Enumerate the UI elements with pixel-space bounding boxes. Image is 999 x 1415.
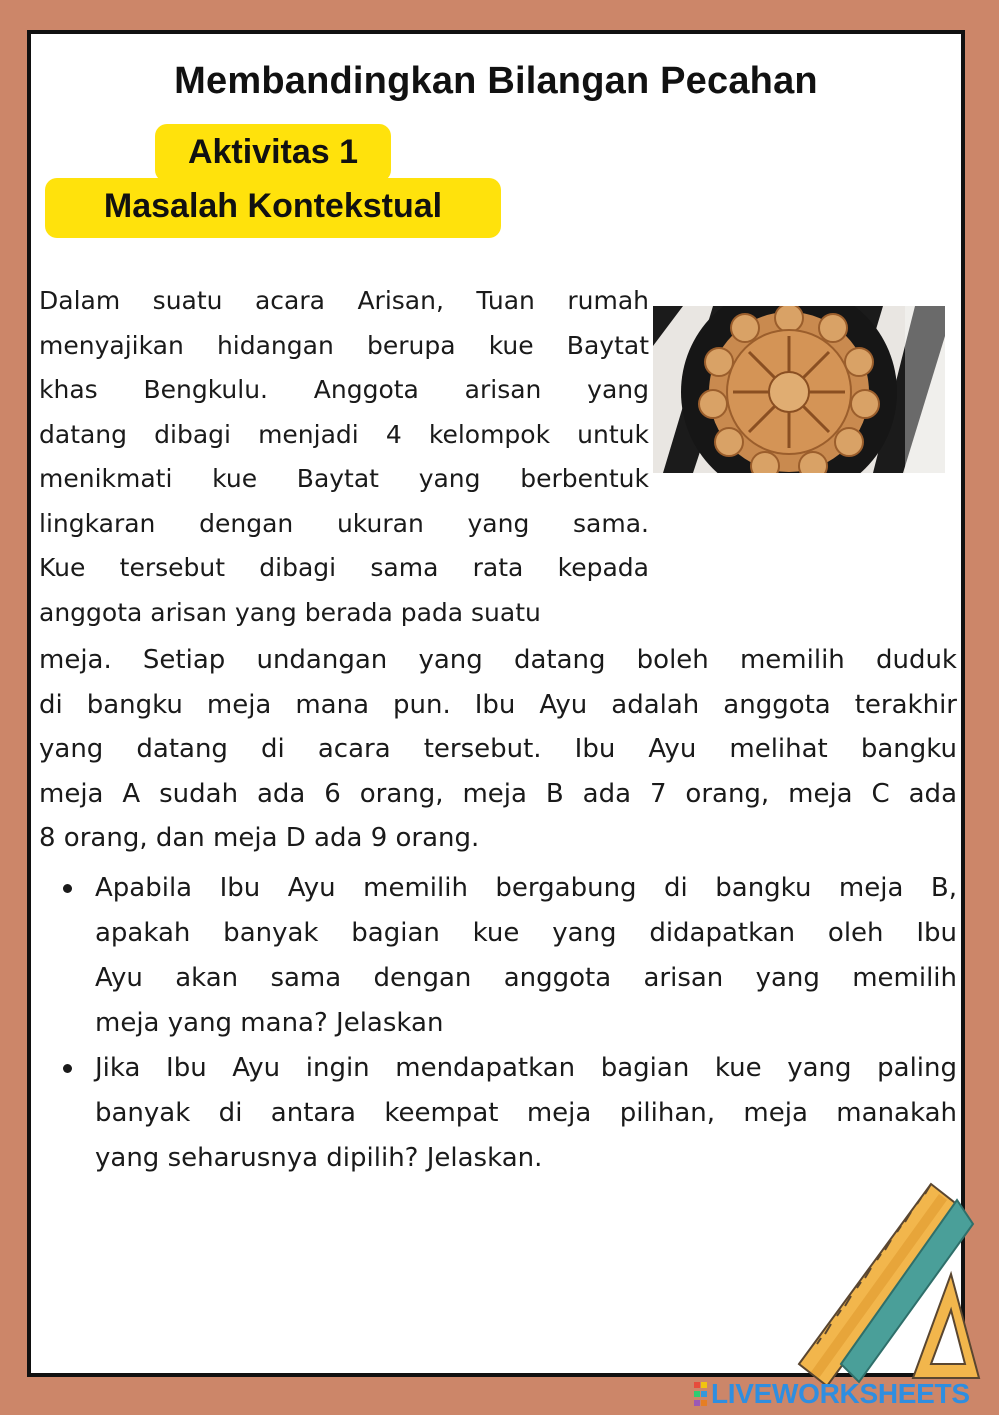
- logo-text: LIVEWORKSHEETS: [711, 1378, 970, 1409]
- question-line: Ayu akan sama dengan anggota arisan yang memilih: [95, 963, 957, 993]
- intro-line: Dalam suatu acara Arisan, Tuan rumah: [39, 286, 649, 315]
- question-item: [39, 1046, 957, 1181]
- question-item: [39, 866, 957, 1046]
- activity-badge: Aktivitas 1: [155, 124, 391, 182]
- subtitle-badge: Masalah Kontekstual: [45, 178, 501, 238]
- question-line: apakah banyak bagian kue yang didapatkan oleh Ibu: [95, 918, 957, 948]
- intro-line: lingkaran dengan ukuran yang sama.: [39, 508, 649, 538]
- bullet-dot-icon: [63, 1064, 72, 1073]
- intro-line: datang dibagi menjadi 4 kelompok untuk: [39, 419, 649, 449]
- paragraph-line: 8 orang, dan meja D ada 9 orang.: [39, 823, 480, 853]
- page-title: Membandingkan Bilangan Pecahan: [174, 60, 818, 102]
- paragraph-line: di bangku meja mana pun. Ibu Ayu adalah anggota terakhir: [39, 689, 957, 720]
- liveworksheets-logo: [694, 1378, 970, 1410]
- worksheet-page: [27, 30, 965, 1377]
- intro-line: menyajikan hidangan berupa kue Baytat: [39, 330, 649, 360]
- intro-line: khas Bengkulu. Anggota arisan yang: [39, 375, 649, 404]
- question-line: yang seharusnya dipilih? Jelaskan.: [95, 1143, 543, 1173]
- question-line: Apabila Ibu Ayu memilih bergabung di bangku meja B,: [95, 873, 957, 903]
- intro-line: menikmati kue Baytat yang berbentuk: [39, 464, 649, 493]
- question-line: Jika Ibu Ayu ingin mendapatkan bagian kue yang paling: [95, 1053, 957, 1083]
- question-list: [39, 866, 957, 1181]
- ruler-triangle-icon: [781, 1164, 981, 1384]
- question-line: meja yang mana? Jelaskan: [95, 1008, 444, 1038]
- intro-line: anggota arisan yang berada pada suatu: [39, 597, 541, 627]
- intro-line: Kue tersebut dibagi sama rata kepada: [39, 553, 649, 582]
- paragraph-line: meja A sudah ada 6 orang, meja B ada 7 orang, meja C ada: [39, 778, 957, 809]
- continued-paragraph: [39, 638, 957, 861]
- paragraph-line: yang datang di acara tersebut. Ibu Ayu melihat bangku: [39, 734, 957, 764]
- logo-mark-icon: [694, 1382, 708, 1406]
- baytat-cake-photo: [653, 306, 945, 473]
- cake-photo-graphic: [653, 306, 945, 473]
- question-line: banyak di antara keempat meja pilihan, meja manakah: [95, 1098, 957, 1128]
- intro-paragraph: [39, 279, 649, 635]
- bullet-dot-icon: [63, 884, 72, 893]
- paragraph-line: meja. Setiap undangan yang datang boleh memilih duduk: [39, 645, 957, 675]
